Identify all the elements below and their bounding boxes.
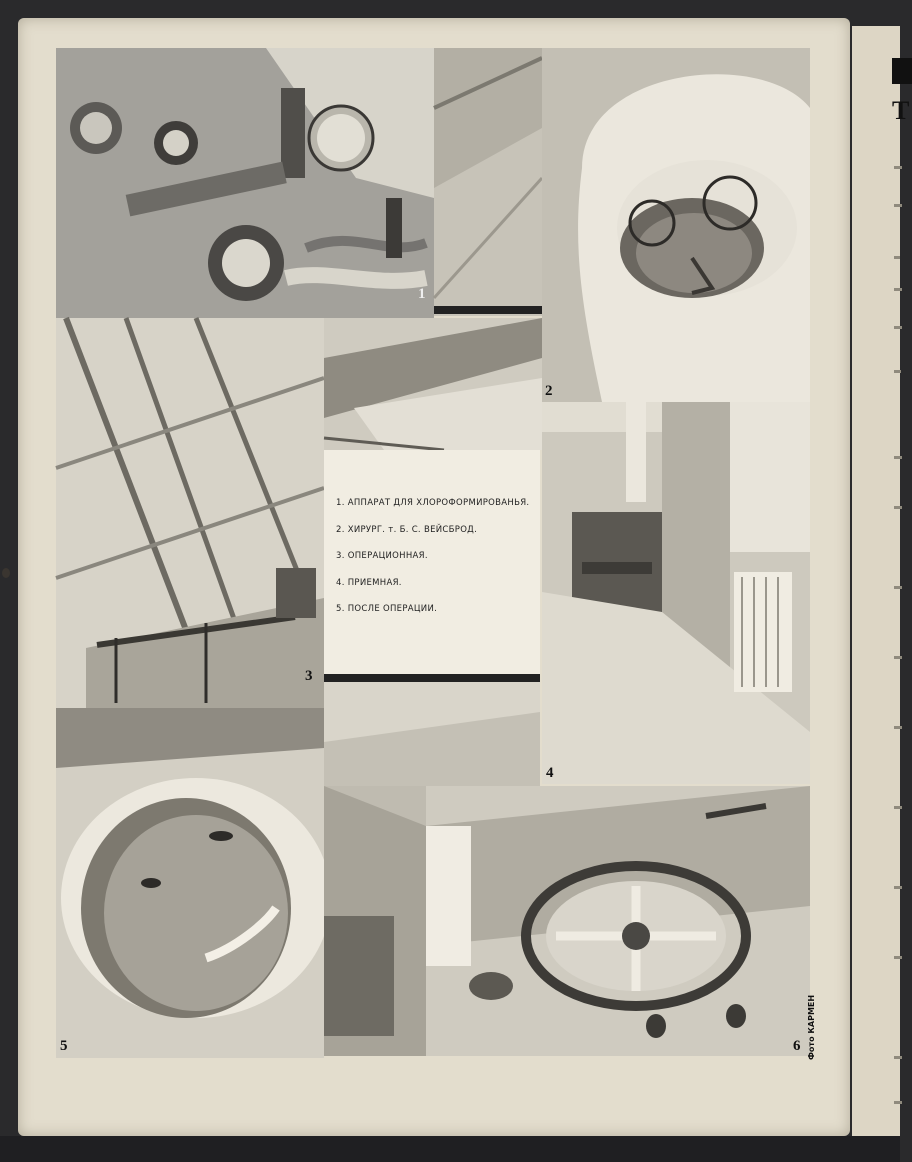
corridor-illustration <box>324 682 540 786</box>
facing-page-text-line <box>894 204 902 207</box>
facing-page-edge <box>852 26 910 1136</box>
facing-page-text-line <box>894 326 902 329</box>
photo-patient <box>56 708 324 1058</box>
photo-divider <box>434 306 542 314</box>
photo-waiting-room <box>542 402 810 784</box>
photo-credit <box>807 994 821 1060</box>
caption-panel <box>324 450 540 674</box>
facing-page-text-line <box>894 656 902 659</box>
photo-number-3: 3 <box>305 668 313 684</box>
facing-page-text-line <box>894 256 900 259</box>
facing-page-text-line <box>894 288 902 291</box>
photo-ceiling-detail <box>324 318 542 450</box>
facing-page-text-line <box>894 1056 902 1059</box>
photo-number-1: 1 <box>418 286 426 302</box>
facing-page-text-line <box>894 456 902 459</box>
facing-page-text-line <box>894 726 902 729</box>
surgeon-portrait <box>542 48 810 402</box>
photo-number-6: 6 <box>793 1038 801 1054</box>
facing-page-text-line <box>894 806 902 809</box>
photo-surgeon <box>542 48 810 402</box>
patient-portrait <box>56 708 324 1058</box>
facing-page-text-line <box>894 586 902 589</box>
caption-item: 1. АППАРАТ ДЛЯ ХЛОРОФОРМИРОВАНЬЯ. <box>336 498 530 508</box>
wheel-illustration <box>426 786 810 1056</box>
caption-list <box>336 498 529 631</box>
facing-page-text-line <box>894 370 901 373</box>
photo-corridor-strip <box>324 682 540 786</box>
photo-middle-strip <box>324 786 426 1056</box>
waiting-room-illustration <box>542 402 810 784</box>
scanner-bottom-edge <box>0 1136 900 1162</box>
photo-ceiling-strip <box>434 48 542 316</box>
middle-strip-illustration <box>324 786 426 1056</box>
operating-room-illustration <box>56 318 324 708</box>
binding-hole <box>2 568 10 578</box>
facing-page-text-line <box>894 166 902 169</box>
caption-divider <box>324 674 540 682</box>
facing-page-black-bar <box>892 58 912 84</box>
photo-credit-text: Фото КАРМЕН <box>807 994 816 1060</box>
caption-item: 2. ХИРУРГ. т. Б. С. ВЕЙСБРОД. <box>336 524 478 535</box>
facing-page-text-line <box>894 886 902 889</box>
photo-table-wheel <box>426 786 810 1056</box>
photo-operating-room <box>56 318 324 708</box>
ceiling-lines <box>434 48 542 316</box>
facing-page-text-line <box>894 1101 902 1104</box>
photo-number-4: 4 <box>546 765 554 781</box>
apparatus-illustration <box>56 48 434 318</box>
caption-item: 5. ПОСЛЕ ОПЕРАЦИИ. <box>336 604 438 614</box>
caption-item: 3. ОПЕРАЦИОННАЯ. <box>336 551 428 561</box>
photo-chloroform-apparatus <box>56 48 434 318</box>
photo-number-2: 2 <box>545 383 553 399</box>
ceiling-detail-illustration <box>324 318 542 450</box>
facing-page-heading-fragment: Т <box>892 96 910 125</box>
facing-page-text-line <box>894 506 902 509</box>
caption-item: 4. ПРИЕМНАЯ. <box>336 577 402 588</box>
facing-page-text-line <box>894 956 902 959</box>
photo-number-5: 5 <box>60 1038 68 1054</box>
